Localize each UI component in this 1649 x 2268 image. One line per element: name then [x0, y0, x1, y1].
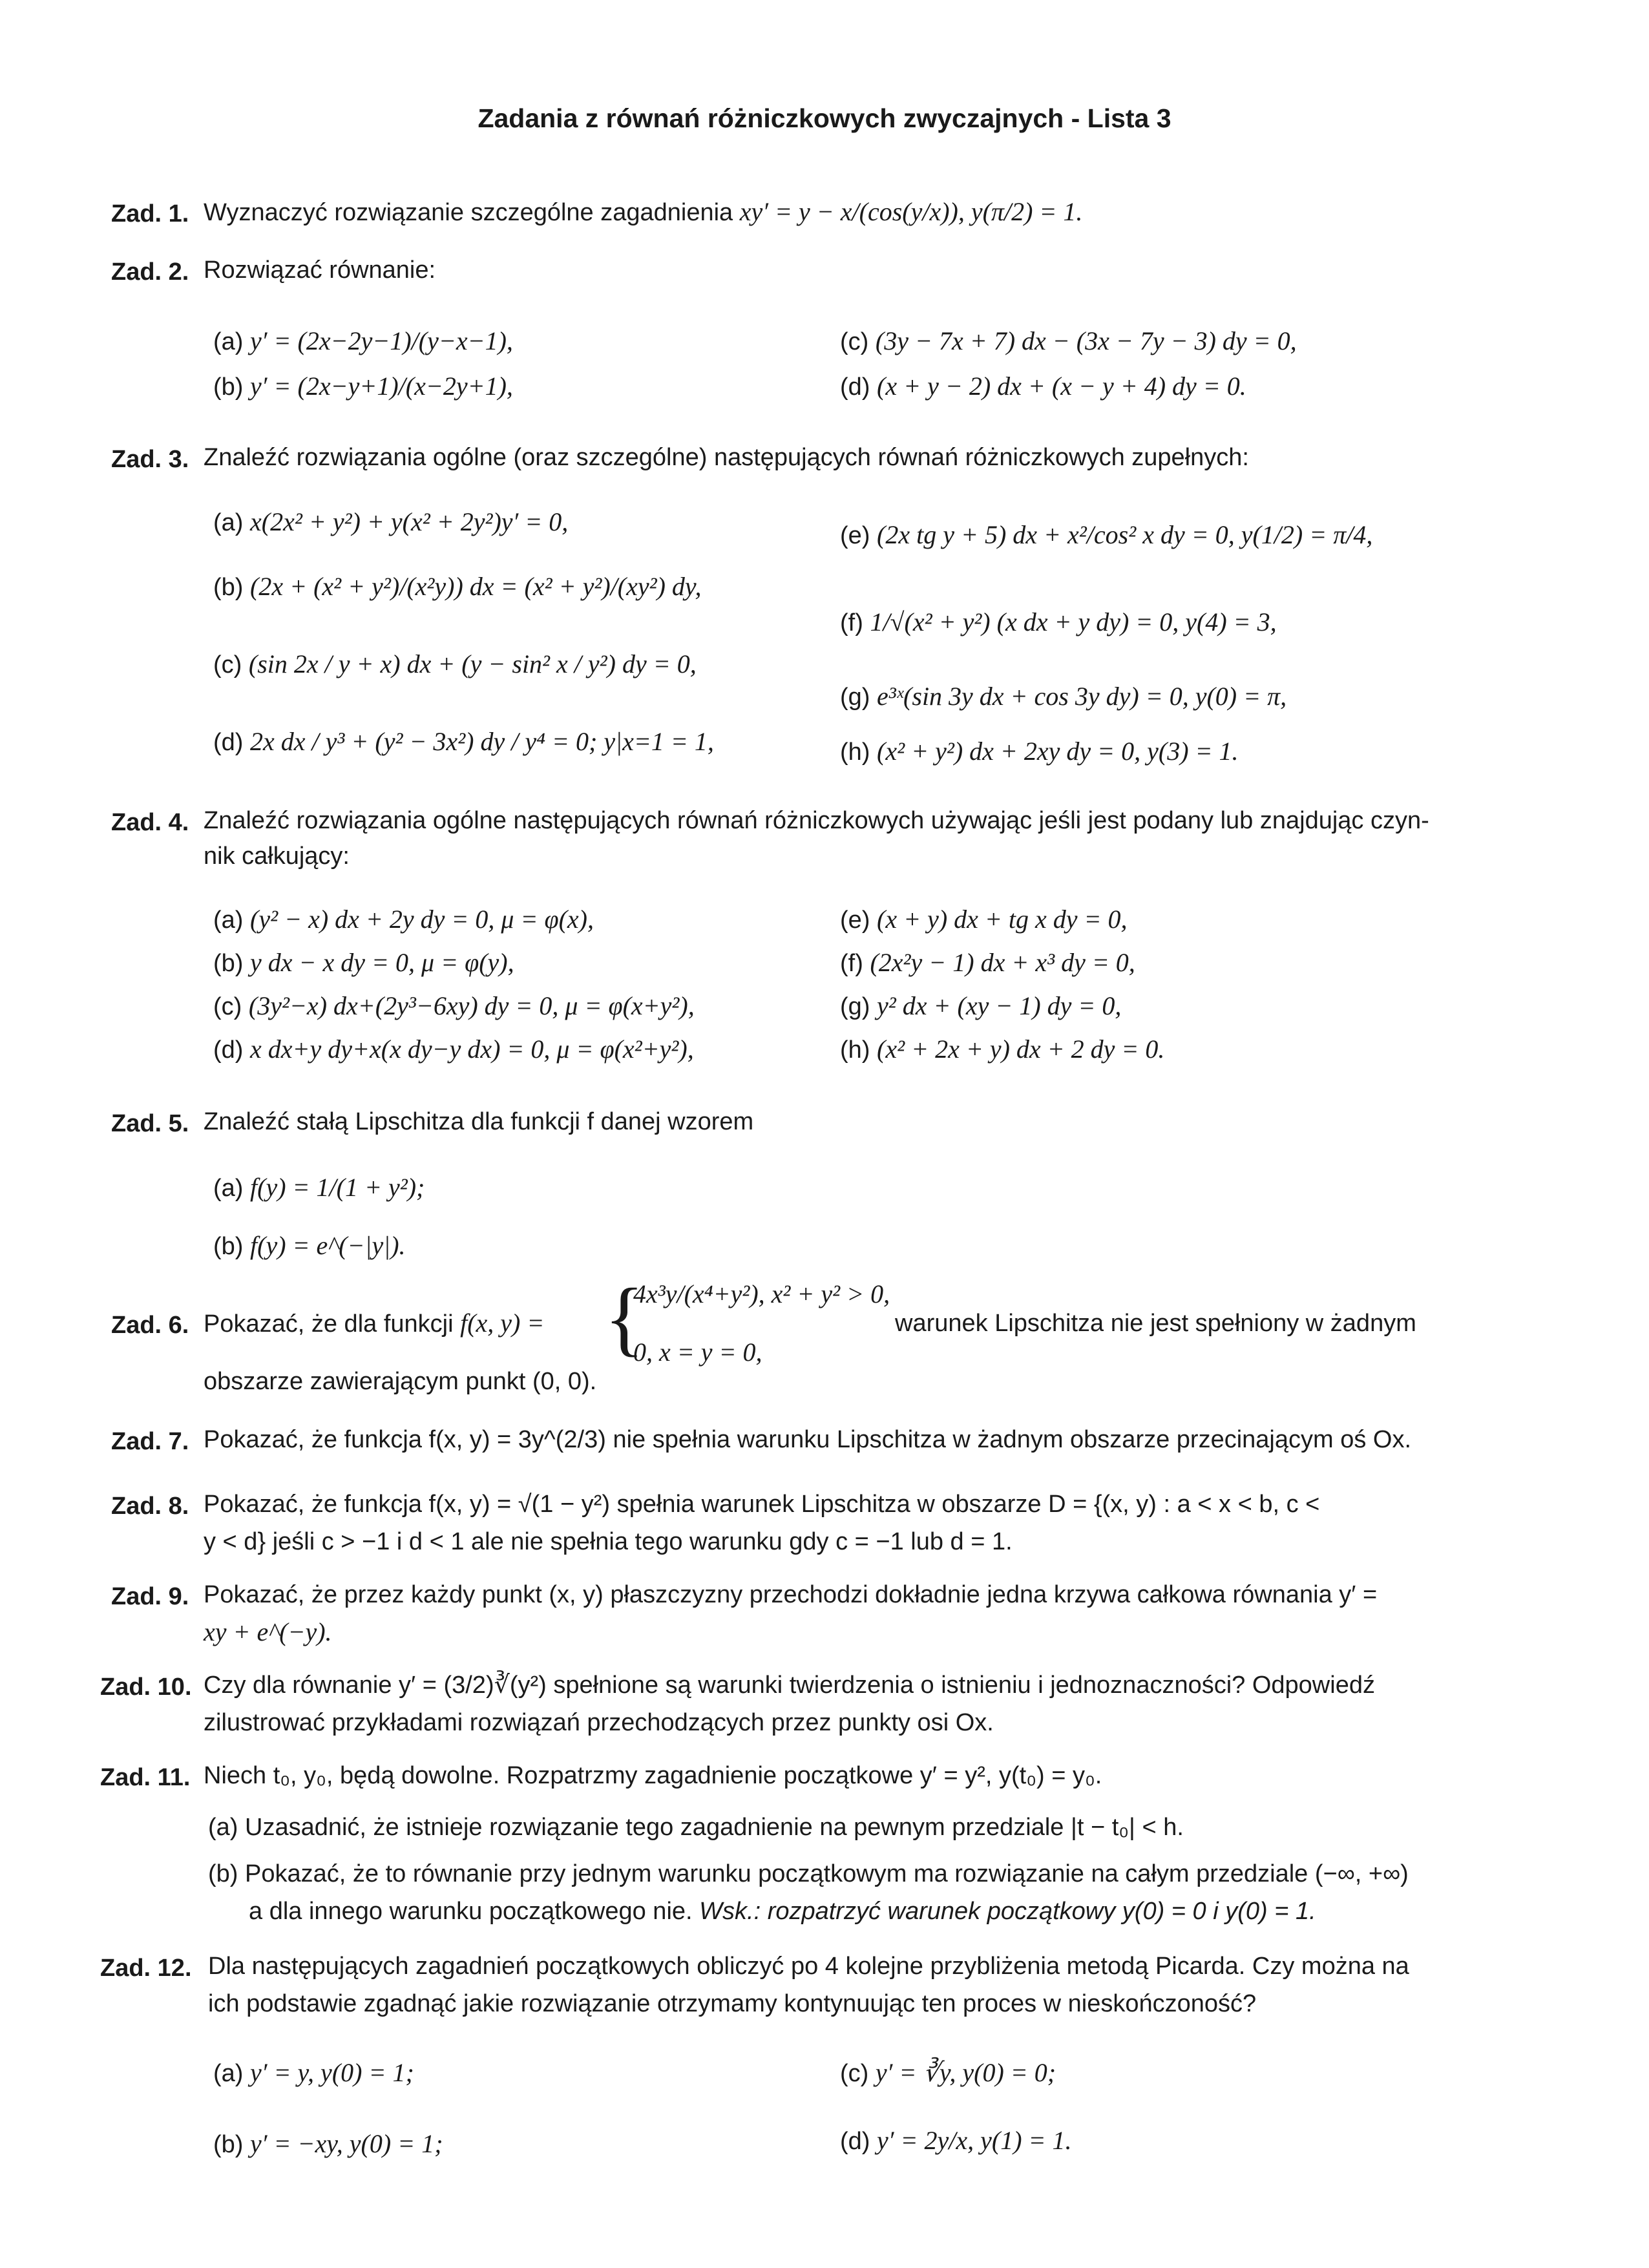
zad-6-text-b: warunek Lipschitza nie jest spełniony w żadnym [895, 1310, 1416, 1337]
page-title: Zadania z równań różniczkowych zwyczajnych - Lista 3 [478, 103, 1171, 133]
zad-5-label: Zad. 5. [111, 1110, 189, 1137]
zad-3-item-f: (f) 1/√(x² + y²) (x dx + y dy) = 0, y(4) = 3, [840, 607, 1277, 636]
zad-10-label: Zad. 10. [100, 1674, 192, 1701]
zad-9-text-1: Pokazać, że przez każdy punkt (x, y) płaszczyzny przechodzi dokładnie jedna krzywa całkowa równania y′ = [204, 1581, 1378, 1608]
zad-7-text: Pokazać, że funkcja f(x, y) = 3y^(2/3) nie spełnia warunku Lipschitza w żadnym obszarze przecinającym oś Ox. [204, 1426, 1412, 1453]
zad-4-item-d: (d) x dx+y dy+x(x dy−y dx) = 0, μ = φ(x²+y²), [213, 1034, 694, 1064]
zad-8-label: Zad. 8. [111, 1493, 189, 1520]
zad-6-text-c: obszarze zawierającym punkt (0, 0). [204, 1368, 597, 1395]
zad-7-label: Zad. 7. [111, 1428, 189, 1455]
zad-12-text-1: Dla następujących zagadnień początkowych obliczyć po 4 kolejne przybliżenia metodą Picarda. Czy można na [208, 1953, 1409, 1980]
zad-3-item-h: (h) (x² + y²) dx + 2xy dy = 0, y(3) = 1. [840, 737, 1239, 766]
zad-4-item-h: (h) (x² + 2x + y) dx + 2 dy = 0. [840, 1034, 1165, 1064]
zad-9-text-2: xy + e^(−y). [204, 1617, 332, 1646]
zad-3-item-d: (d) 2x dx / y³ + (y² − 3x²) dy / y⁴ = 0; y|x=1 = 1, [213, 727, 714, 756]
zad-8-text-1: Pokazać, że funkcja f(x, y) = √(1 − y²) spełnia warunek Lipschitza w obszarze D = {(x, y) : a < x < b, c < [204, 1491, 1320, 1518]
zad-4-item-a: (a) (y² − x) dx + 2y dy = 0, μ = φ(x), [213, 905, 594, 934]
zad-3-item-g: (g) e³ˣ(sin 3y dx + cos 3y dy) = 0, y(0) = π, [840, 682, 1287, 711]
zad-5-item-a: (a) f(y) = 1/(1 + y²); [213, 1173, 425, 1202]
zad-6-brace: { [604, 1272, 645, 1365]
zad-6-label: Zad. 6. [111, 1312, 189, 1339]
zad-11-item-b-cont: a dla innego warunku początkowego nie. Wsk.: rozpatrzyć warunek początkowy y(0) = 0 i y(0) = 1. [249, 1898, 1316, 1925]
zad-4-label: Zad. 4. [111, 809, 189, 836]
zad-3-item-a: (a) x(2x² + y²) + y(x² + 2y²)y′ = 0, [213, 507, 569, 536]
zad-2-item-b: (b) y′ = (2x−y+1)/(x−2y+1), [213, 372, 513, 401]
zad-6-text: Pokazać, że dla funkcji f(x, y) = [204, 1308, 545, 1338]
zad-3-label: Zad. 3. [111, 446, 189, 473]
zad-12-item-c: (c) y′ = ∛y, y(0) = 0; [840, 2058, 1056, 2087]
zad-2-item-c: (c) (3y − 7x + 7) dx − (3x − 7y − 3) dy = 0, [840, 326, 1297, 355]
zad-4-item-g: (g) y² dx + (xy − 1) dy = 0, [840, 991, 1122, 1020]
zad-3-item-c: (c) (sin 2x / y + x) dx + (y − sin² x / y²) dy = 0, [213, 649, 697, 678]
zad-1-prompt: Wyznaczyć rozwiązanie szczególne zagadnienia [204, 199, 733, 226]
zad-2-item-d: (d) (x + y − 2) dx + (x − y + 4) dy = 0. [840, 372, 1246, 401]
zad-5-item-b: (b) f(y) = e^(−|y|). [213, 1231, 406, 1260]
zad-2-label: Zad. 2. [111, 258, 189, 286]
zad-9-label: Zad. 9. [111, 1583, 189, 1610]
zad-11-item-a: (a) Uzasadnić, że istnieje rozwiązanie tego zagadnienie na pewnym przedziale |t − t₀| < h. [208, 1814, 1184, 1841]
zad-2-text: Rozwiązać równanie: [204, 257, 436, 284]
zad-12-item-b: (b) y′ = −xy, y(0) = 1; [213, 2129, 443, 2158]
zad-11-item-b: (b) Pokazać, że to równanie przy jednym warunku początkowym ma rozwiązanie na całym przedziale (−∞, +∞) [208, 1860, 1409, 1887]
zad-12-label: Zad. 12. [100, 1955, 192, 1982]
zad-11-label: Zad. 11. [100, 1764, 191, 1791]
zad-8-text-2: y < d} jeśli c > −1 i d < 1 ale nie spełnia tego warunku gdy c = −1 lub d = 1. [204, 1528, 1013, 1555]
zad-3-item-b: (b) (2x + (x² + y²)/(x²y)) dx = (x² + y²)/(xy²) dy, [213, 572, 702, 601]
zad-4-item-f: (f) (2x²y − 1) dx + x³ dy = 0, [840, 948, 1135, 977]
zad-5-text: Znaleźć stałą Lipschitza dla funkcji f danej wzorem [204, 1108, 754, 1135]
zad-6-case-2: 0, x = y = 0, [633, 1338, 762, 1367]
zad-12-item-d: (d) y′ = 2y/x, y(1) = 1. [840, 2126, 1072, 2155]
zad-11-text: Niech t₀, y₀, będą dowolne. Rozpatrzmy zagadnienie początkowe y′ = y², y(t₀) = y₀. [204, 1762, 1102, 1789]
zad-12-text-2: ich podstawie zgadnąć jakie rozwiązanie otrzymamy kontynuując ten proces w nieskończoność? [208, 1990, 1257, 2017]
zad-3-text: Znaleźć rozwiązania ogólne (oraz szczególne) następujących równań różniczkowych zupełnych: [204, 444, 1249, 471]
zad-6-case-1: 4x³y/(x⁴+y²), x² + y² > 0, [633, 1279, 890, 1308]
zad-4-item-e: (e) (x + y) dx + tg x dy = 0, [840, 905, 1128, 934]
zad-12-item-a: (a) y′ = y, y(0) = 1; [213, 2058, 414, 2087]
zad-1-text [204, 194, 1082, 231]
zad-4-text-2: nik całkujący: [204, 843, 350, 870]
zad-1-equation: xy′ = y − x/(cos(y/x)), y(π/2) = 1. [739, 197, 1083, 226]
zad-4-item-b: (b) y dx − x dy = 0, μ = φ(y), [213, 948, 514, 977]
zad-3-item-e: (e) (2x tg y + 5) dx + x²/cos² x dy = 0, y(1/2) = π/4, [840, 520, 1373, 549]
zad-1-label: Zad. 1. [111, 200, 189, 227]
zad-4-item-c: (c) (3y²−x) dx+(2y³−6xy) dy = 0, μ = φ(x+y²), [213, 991, 695, 1020]
zad-10-text-2: zilustrować przykładami rozwiązań przechodzących przez punkty osi Ox. [204, 1709, 994, 1736]
zad-2-item-a: (a) y′ = (2x−2y−1)/(y−x−1), [213, 326, 513, 355]
zad-10-text-1: Czy dla równanie y′ = (3/2)∛(y²) spełnione są warunki twierdzenia o istnieniu i jednoznaczności? Odpowiedź [204, 1672, 1375, 1699]
zad-4-text-1: Znaleźć rozwiązania ogólne następujących równań różniczkowych używając jeśli jest podany lub znajdując czyn- [204, 807, 1429, 834]
